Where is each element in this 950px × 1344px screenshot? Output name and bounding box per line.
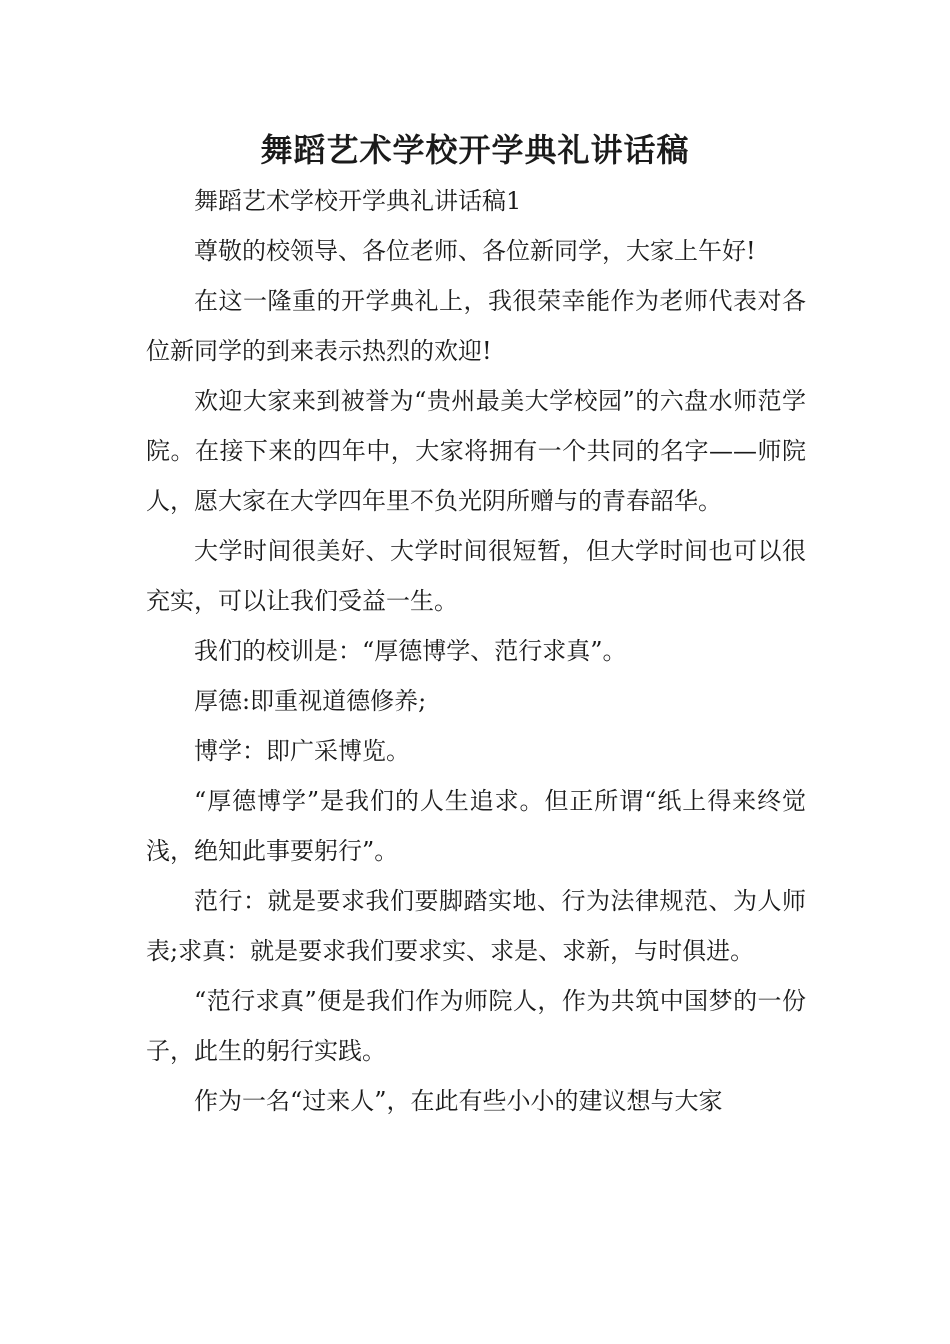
paragraph: 厚德:即重视道德修养; xyxy=(194,687,427,715)
paragraph: “范行求真”便是我们作为师院人，作为共筑中国梦的一份子，此生的躬行实践。 xyxy=(146,987,806,1065)
paragraph: 范行：就是要求我们要脚踏实地、行为法律规范、为人师表;求真：就是要求我们要求实、求是、求新，与时俱进。 xyxy=(146,887,806,965)
paragraph: “厚德博学”是我们的人生追求。但正所谓“纸上得来终觉浅，绝知此事要躬行”。 xyxy=(146,787,806,865)
paragraph: 欢迎大家来到被誉为“贵州最美大学校园”的六盘水师范学院。在接下来的四年中，大家将拥有一个共同的名字——师院人，愿大家在大学四年里不负光阴所赠与的青春韶华。 xyxy=(146,387,806,515)
paragraph: 在这一隆重的开学典礼上，我很荣幸能作为老师代表对各位新同学的到来表示热烈的欢迎! xyxy=(146,287,806,365)
paragraph: 大学时间很美好、大学时间很短暂，但大学时间也可以很充实，可以让我们受益一生。 xyxy=(146,537,806,615)
document-body xyxy=(146,176,806,1126)
document-title: 舞蹈艺术学校开学典礼讲话稿 xyxy=(260,131,690,169)
paragraph: 作为一名“过来人”，在此有些小小的建议想与大家 xyxy=(194,1087,723,1115)
paragraph-greeting: 尊敬的校领导、各位老师、各位新同学，大家上午好! xyxy=(194,237,756,265)
paragraph: 我们的校训是：“厚德博学、范行求真”。 xyxy=(194,637,627,665)
paragraph: 博学：即广采博览。 xyxy=(194,737,410,765)
paragraph-subtitle: 舞蹈艺术学校开学典礼讲话稿1 xyxy=(194,187,522,215)
